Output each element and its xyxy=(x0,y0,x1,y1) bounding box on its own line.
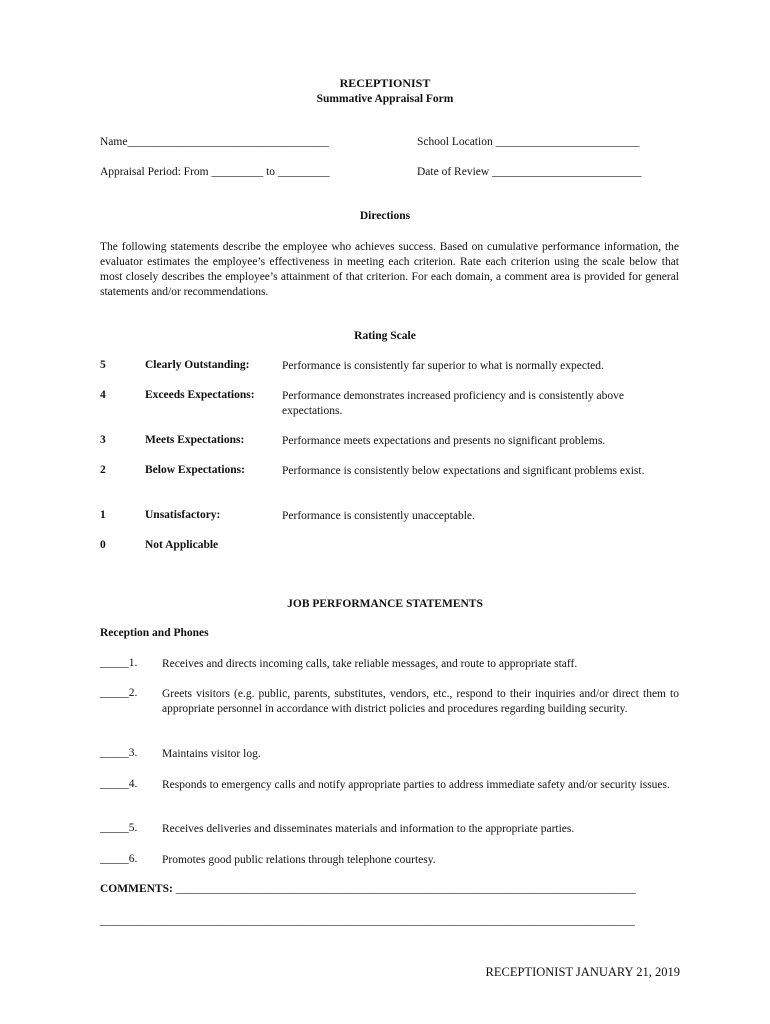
rating-blank[interactable]: _____4. xyxy=(100,778,138,790)
rating-description: Performance demonstrates increased proficiency and is consistently above expectations. xyxy=(282,390,625,417)
rating-scale-row xyxy=(100,539,680,569)
job-performance-heading: JOB PERFORMANCE STATEMENTS xyxy=(287,598,483,610)
date-of-review-field[interactable]: Date of Review __________________________ xyxy=(417,166,642,178)
rating-scale-heading: Rating Scale xyxy=(354,330,416,342)
statement-text: Receives and directs incoming calls, take reliable messages, and route to appropriate staff. xyxy=(162,658,578,670)
statement-text: Promotes good public relations through telephone courtesy. xyxy=(162,854,436,866)
rating-scale-row xyxy=(100,389,680,419)
name-field[interactable]: Name___________________________________ xyxy=(100,136,329,148)
form-subtitle: Summative Appraisal Form xyxy=(316,93,454,105)
rating-scale-row xyxy=(100,359,680,389)
rating-label: Meets Expectations: xyxy=(145,434,245,446)
rating-description: Performance meets expectations and presents no significant problems. xyxy=(282,435,606,447)
rating-blank[interactable]: _____5. xyxy=(100,822,138,834)
rating-blank[interactable]: _____1. xyxy=(100,657,138,669)
directions-heading: Directions xyxy=(359,210,411,222)
rating-scale-row xyxy=(100,509,680,539)
page-footer: RECEPTIONIST JANUARY 21, 2019 xyxy=(485,965,680,979)
statement-text: Receives deliveries and disseminates materials and information to the appropriate parties. xyxy=(162,823,575,835)
rating-number: 4 xyxy=(100,389,106,401)
rating-blank[interactable]: _____2. xyxy=(100,687,138,699)
rating-blank[interactable]: _____6. xyxy=(100,853,138,865)
section-heading: Reception and Phones xyxy=(100,627,209,639)
statement-text: Greets visitors (e.g. public, parents, substitutes, vendors, etc., respond to their inquiries and/or direct them to appropriate personnel in accordance with district policies and procedures regarding building security. xyxy=(162,688,679,715)
rating-label: Not Applicable xyxy=(145,539,219,551)
comments-row xyxy=(100,883,636,895)
rating-label: Below Expectations: xyxy=(145,464,245,476)
form-title: RECEPTIONIST xyxy=(339,76,431,90)
rating-label: Unsatisfactory: xyxy=(145,509,221,521)
rating-label: Exceeds Expectations: xyxy=(145,389,255,401)
statement-text: Maintains visitor log. xyxy=(162,748,261,760)
rating-description: Performance is consistently unacceptable. xyxy=(282,510,475,522)
appraisal-period-field[interactable]: Appraisal Period: From _________ to _________ xyxy=(100,166,330,178)
comments-line-2[interactable]: _____________________________________________________________________________________________ xyxy=(100,915,635,927)
rating-label: Clearly Outstanding: xyxy=(145,359,250,371)
rating-number: 0 xyxy=(100,539,106,551)
comments-label: COMMENTS: xyxy=(100,883,173,895)
rating-number: 3 xyxy=(100,434,106,446)
rating-scale-row xyxy=(100,434,680,464)
rating-description: Performance is consistently below expectations and significant problems exist. xyxy=(282,465,645,477)
rating-number: 2 xyxy=(100,464,106,476)
school-location-field[interactable]: School Location _________________________ xyxy=(417,136,640,148)
rating-number: 5 xyxy=(100,359,106,371)
directions-text: The following statements describe the employee who achieves success. Based on cumulative performance information, the evaluator estimates the employee’s effectiveness in meeting each criterion. Rate each criterion using the scale below that most closely describes the employee’s attainment of that criterion. For each domain, a comment area is provided for general statements and/or recommendations. xyxy=(100,241,679,298)
rating-number: 1 xyxy=(100,509,106,521)
rating-description: Performance is consistently far superior to what is normally expected. xyxy=(282,360,604,372)
comments-line[interactable]: ________________________________________________________________________________ xyxy=(175,883,636,895)
statement-text: Responds to emergency calls and notify appropriate parties to address immediate safety and/or security issues. xyxy=(162,779,670,791)
rating-blank[interactable]: _____3. xyxy=(100,747,138,759)
rating-scale-row xyxy=(100,464,680,494)
